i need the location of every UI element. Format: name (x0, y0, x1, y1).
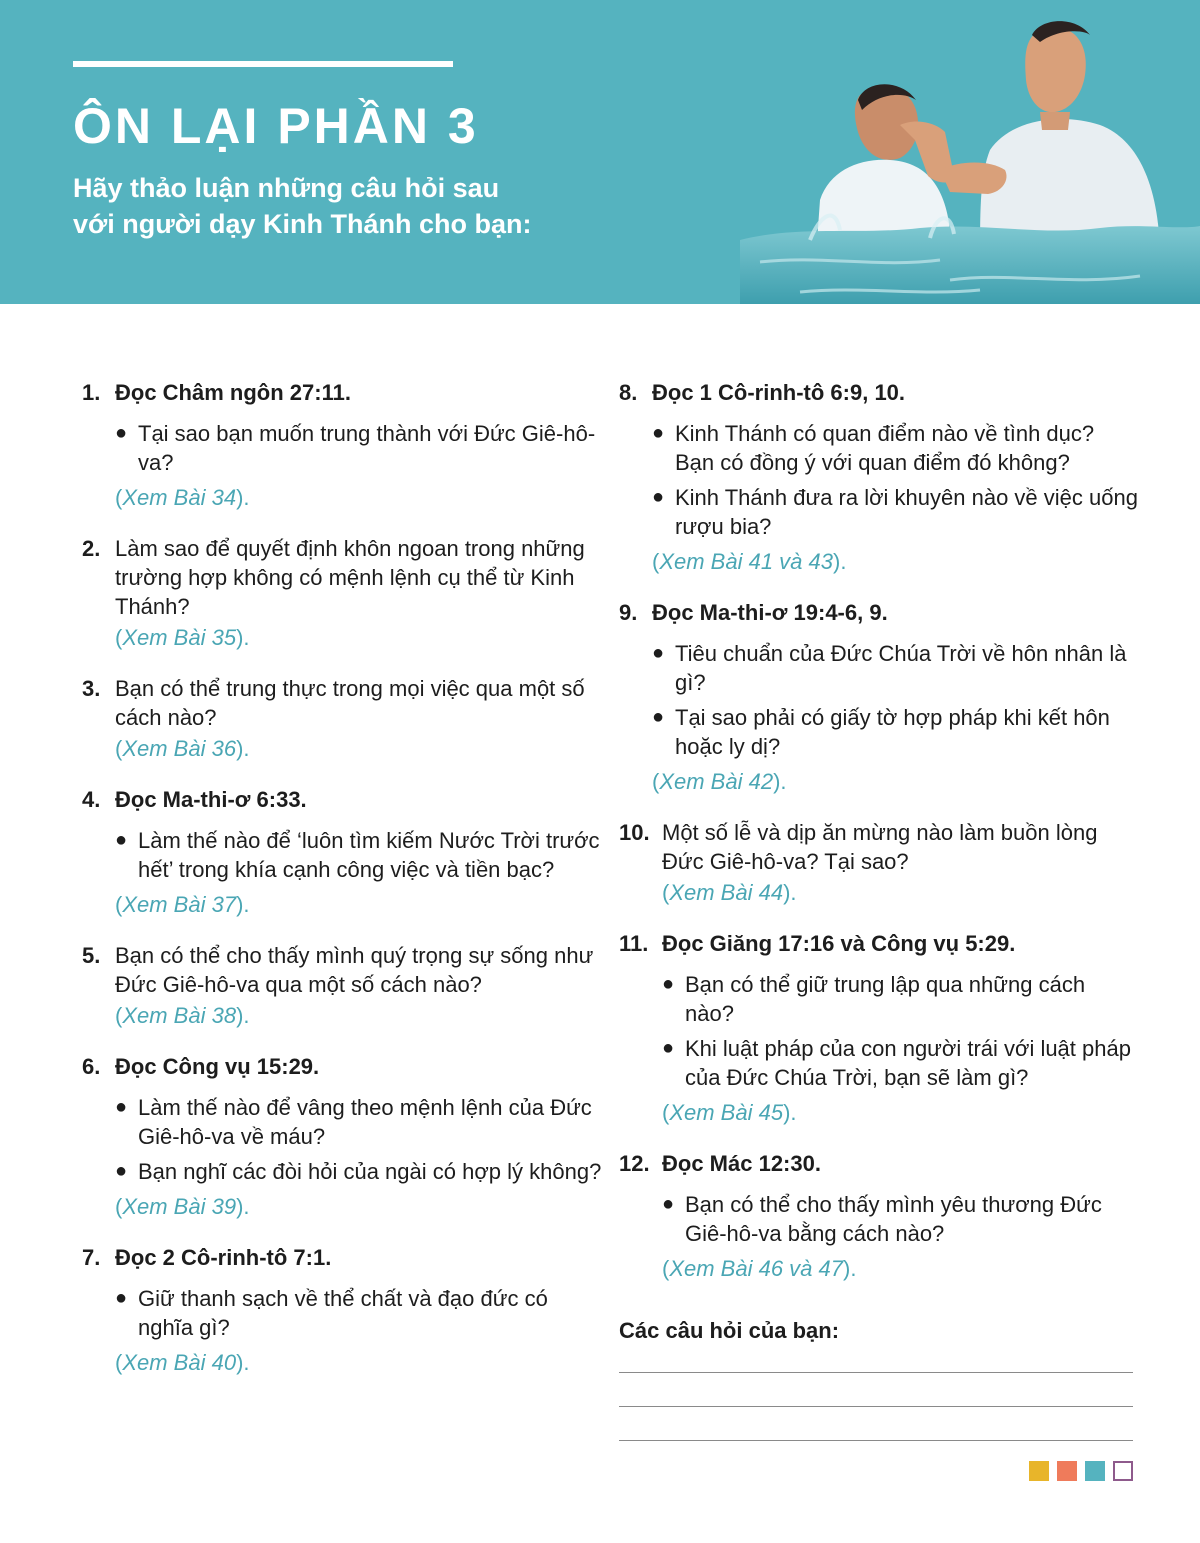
bullet-icon: ● (652, 486, 665, 508)
left-column (82, 378, 602, 1377)
list-item: ● Tại sao bạn muốn trung thành với Đức Giê-hô-va? (115, 421, 596, 475)
question-text: Đọc Ma-thi-ơ 6:33. (115, 787, 307, 812)
bullet-icon: ● (115, 829, 128, 851)
teal-square-icon (1085, 1461, 1105, 1481)
bullet-icon: ● (115, 422, 128, 444)
list-item: ● Tiêu chuẩn của Đức Chúa Trời về hôn nhân là gì? (652, 641, 1127, 695)
question-text: Đọc 2 Cô-rinh-tô 7:1. (115, 1245, 332, 1270)
bullet-icon: ● (662, 1193, 675, 1215)
question-1 (82, 378, 602, 512)
lesson-reference: (Xem Bài 42). (652, 769, 787, 794)
question-text: Đọc Ma-thi-ơ 19:4-6, 9. (652, 600, 888, 625)
page-subtitle: Hãy thảo luận những câu hỏi sau với người dạy Kinh Thánh cho bạn: (73, 173, 532, 239)
lesson-reference: (Xem Bài 34). (115, 485, 250, 510)
list-item: ● Kinh Thánh có quan điểm nào về tình dục? Bạn có đồng ý với quan điểm đó không? (652, 421, 1095, 475)
yellow-square-icon (1029, 1461, 1049, 1481)
question-12 (619, 1149, 1139, 1283)
answer-line-3[interactable] (619, 1440, 1133, 1441)
lesson-reference: (Xem Bài 44). (662, 880, 797, 905)
header-rule (73, 61, 453, 67)
question-4 (82, 785, 602, 919)
outline-square-icon (1113, 1461, 1133, 1481)
list-item: ● Làm thế nào để ‘luôn tìm kiếm Nước Trời trước hết’ trong khía cạnh công việc và tiền bạc? (115, 828, 600, 882)
lesson-reference: (Xem Bài 38). (115, 1003, 250, 1028)
question-8 (619, 378, 1139, 576)
lesson-reference: (Xem Bài 39). (115, 1194, 250, 1219)
question-text: Đọc 1 Cô-rinh-tô 6:9, 10. (652, 380, 906, 405)
question-11 (619, 929, 1139, 1127)
right-column (619, 378, 1139, 1283)
question-text: Đọc Giăng 17:16 và Công vụ 5:29. (662, 931, 1016, 956)
question-text: Bạn có thể trung thực trong mọi việc qua một số cách nào? (115, 676, 585, 730)
list-item: ● Bạn có thể giữ trung lập qua những cách nào? (662, 972, 1086, 1026)
bullet-icon: ● (115, 1096, 128, 1118)
question-number: 12. (619, 1151, 650, 1176)
bullet-list (115, 1284, 602, 1342)
question-3 (82, 674, 602, 763)
question-5 (82, 941, 602, 1030)
bullet-icon: ● (662, 1037, 675, 1059)
lesson-reference: (Xem Bài 37). (115, 892, 250, 917)
list-item: ● Kinh Thánh đưa ra lời khuyên nào về việc uống rượu bia? (652, 485, 1138, 539)
list-item: ● Giữ thanh sạch về thể chất và đạo đức có nghĩa gì? (115, 1286, 548, 1340)
baptism-illustration (740, 0, 1200, 304)
question-text: Đọc Công vụ 15:29. (115, 1054, 320, 1079)
question-number: 11. (619, 931, 649, 956)
bullet-list (662, 1190, 1139, 1248)
bullet-list (652, 639, 1139, 761)
question-10 (619, 818, 1139, 907)
bullet-list (662, 970, 1139, 1092)
question-9 (619, 598, 1139, 796)
answer-line-2[interactable] (619, 1406, 1133, 1407)
list-item: ● Khi luật pháp của con người trái với luật pháp của Đức Chúa Trời, bạn sẽ làm gì? (662, 1036, 1131, 1090)
answer-line-1[interactable] (619, 1372, 1133, 1373)
question-number: 8. (619, 380, 638, 405)
your-questions-label: Các câu hỏi của bạn: (619, 1318, 840, 1343)
bullet-icon: ● (662, 973, 675, 995)
question-7 (82, 1243, 602, 1377)
lesson-reference: (Xem Bài 41 và 43). (652, 549, 847, 574)
list-item: ● Bạn có thể cho thấy mình yêu thương Đức Giê-hô-va bằng cách nào? (662, 1192, 1102, 1246)
bullet-icon: ● (652, 642, 665, 664)
list-item: ● Tại sao phải có giấy tờ hợp pháp khi kết hôn hoặc ly dị? (652, 705, 1110, 759)
question-text: Làm sao để quyết định khôn ngoan trong những trường hợp không có mệnh lệnh cụ thể từ Kinh Thánh? (115, 536, 585, 619)
list-item: ● Bạn nghĩ các đòi hỏi của ngài có hợp lý không? (115, 1159, 602, 1184)
question-text: Đọc Mác 12:30. (662, 1151, 821, 1176)
question-number: 1. (82, 380, 101, 405)
lesson-reference: (Xem Bài 45). (662, 1100, 797, 1125)
question-text: Một số lễ và dịp ăn mừng nào làm buồn lòng Đức Giê-hô-va? Tại sao? (662, 820, 1098, 874)
header-banner (0, 0, 1200, 304)
question-number: 6. (82, 1054, 101, 1079)
bullet-icon: ● (115, 1160, 128, 1182)
bullet-icon: ● (652, 422, 665, 444)
question-number: 9. (619, 600, 638, 625)
list-item: ● Làm thế nào để vâng theo mệnh lệnh của Đức Giê-hô-va về máu? (115, 1095, 592, 1149)
bullet-list (115, 419, 602, 477)
question-text: Đọc Châm ngôn 27:11. (115, 380, 351, 405)
bullet-list (115, 826, 602, 884)
lesson-reference: (Xem Bài 35). (115, 625, 250, 650)
bullet-icon: ● (652, 706, 665, 728)
orange-square-icon (1057, 1461, 1077, 1481)
question-2 (82, 534, 602, 652)
bullet-list (652, 419, 1139, 541)
question-number: 3. (82, 676, 101, 701)
question-6 (82, 1052, 602, 1221)
question-number: 7. (82, 1245, 101, 1270)
bullet-list (115, 1093, 602, 1186)
lesson-reference: (Xem Bài 40). (115, 1350, 250, 1375)
lesson-reference: (Xem Bài 36). (115, 736, 250, 761)
question-number: 5. (82, 943, 101, 968)
question-text: Bạn có thể cho thấy mình quý trọng sự sống như Đức Giê-hô-va qua một số cách nào? (115, 943, 594, 997)
page-title: ÔN LẠI PHẦN 3 (73, 98, 479, 154)
lesson-reference: (Xem Bài 46 và 47). (662, 1256, 857, 1281)
question-number: 10. (619, 820, 650, 845)
bullet-icon: ● (115, 1287, 128, 1309)
question-number: 4. (82, 787, 101, 812)
question-number: 2. (82, 536, 101, 561)
